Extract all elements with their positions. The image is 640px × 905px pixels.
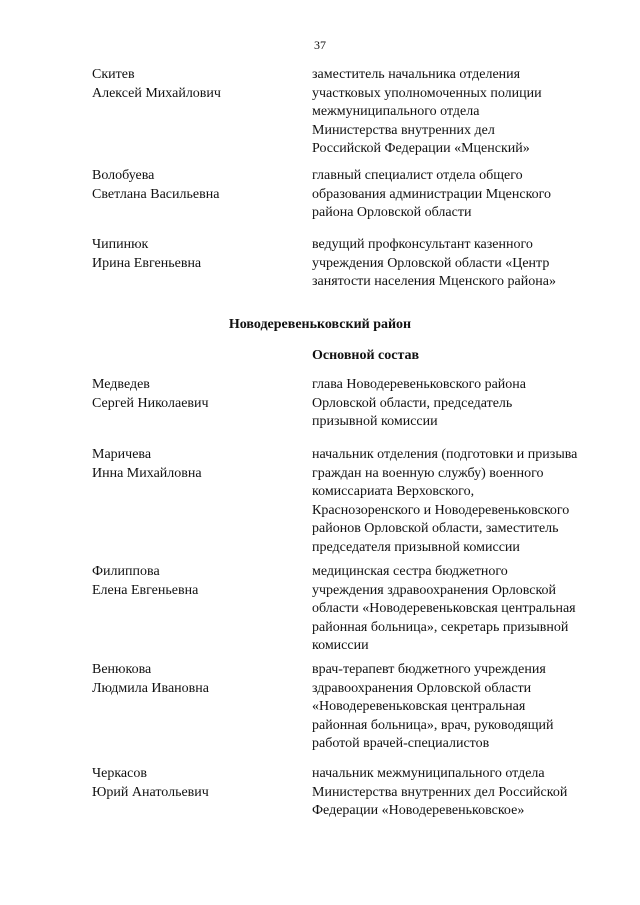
member-name: Венюкова Людмила Ивановна [92,662,209,696]
member-role: начальник межмуниципального отдела Министерства внутренних дел Российской Федерации «Новодеревеньковское» [312,766,568,818]
member-name: Филиппова Елена Евгеньевна [92,564,199,598]
member-role: глава Новодеревеньковского района Орловской области, председатель призывной комиссии [312,377,526,429]
member-role: заместитель начальника отделения участковых уполномоченных полиции межмуниципального отдела Министерства внутренних дел Российской Федерации «Мценский» [312,67,542,156]
member-name: Волобуева Светлана Васильевна [92,168,220,202]
member-role: главный специалист отдела общего образования администрации Мценского района Орловской области [312,168,552,220]
member-role: ведущий профконсультант казенного учреждения Орловской области «Центр занятости населения Мценского района» [312,237,556,289]
district-heading: Новодеревеньковский район [228,317,412,332]
member-name: Чипинюк Ирина Евгеньевна [92,237,202,271]
member-name: Черкасов Юрий Анатольевич [92,766,209,800]
member-name: Скитев Алексей Михайлович [92,67,221,101]
composition-heading: Основной состав [312,348,420,363]
member-name: Медведев Сергей Николаевич [92,377,209,411]
member-role: начальник отделения (подготовки и призыва граждан на военную службу) военного комиссариата Верховского, Краснозоренского и Новодеревеньковского районов Орловской области, заместитель председателя призывной комиссии [312,447,578,555]
member-name: Маричева Инна Михайловна [92,447,202,481]
page-number: 37 [314,38,326,52]
member-role: медицинская сестра бюджетного учреждения здравоохранения Орловской области «Новодеревеньковская центральная районная больница», секретарь призывной комиссии [312,564,576,653]
member-role: врач-терапевт бюджетного учреждения здравоохранения Орловской области «Новодеревеньковская центральная районная больница», врач, руководящий работой врачей-специалистов [312,662,554,751]
